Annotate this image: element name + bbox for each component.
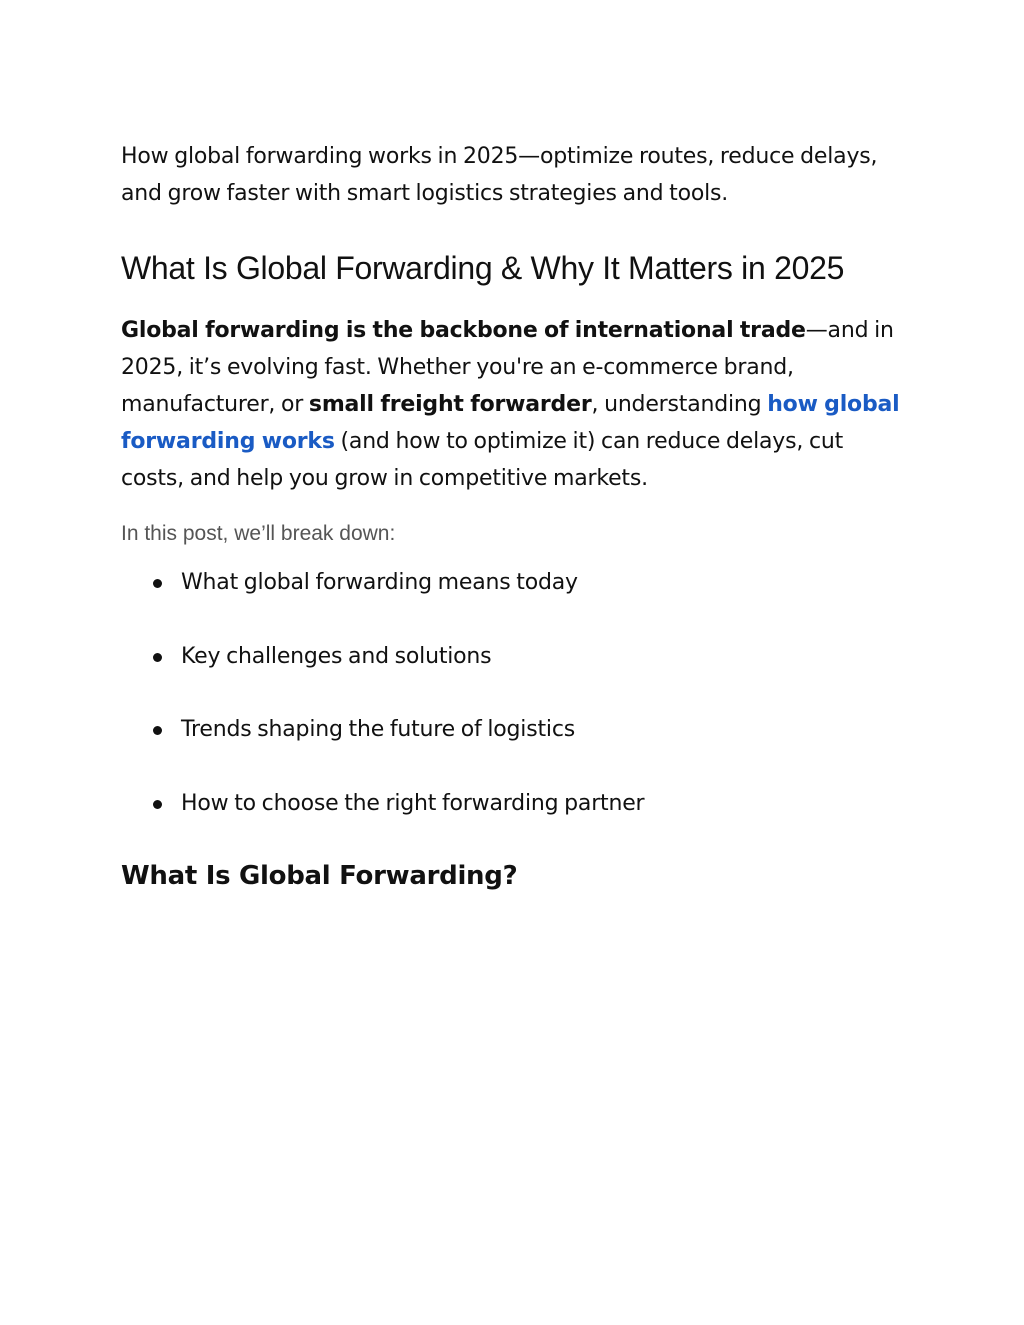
body-paragraph	[121, 312, 901, 497]
section-heading-why-it-matters: What Is Global Forwarding & Why It Matters in 2025	[121, 250, 845, 286]
bullet-icon	[153, 726, 162, 735]
breakdown-lead-in: In this post, we’ll break down:	[121, 522, 396, 545]
list-item	[121, 564, 901, 601]
how-global-forwarding-works-link[interactable]: how global forwarding works	[121, 392, 900, 454]
bold-lead-text: Global forwarding is the backbone of international trade	[121, 318, 806, 343]
list-item-label: Key challenges and solutions	[181, 643, 492, 669]
list-item	[121, 711, 901, 748]
paragraph-text-3: (and how to optimize it) can reduce delays, cut costs, and help you grow in competitive markets.	[121, 429, 844, 491]
list-item-label: How to choose the right forwarding partner	[181, 790, 645, 816]
paragraph-text-2: , understanding	[591, 392, 768, 417]
list-item-label: Trends shaping the future of logistics	[181, 717, 575, 742]
bullet-icon	[153, 653, 162, 662]
paragraph-text-1: —and in 2025, it’s evolving fast. Whether you're an e-commerce brand, manufacturer, or	[121, 318, 894, 417]
bullet-icon	[153, 800, 162, 809]
intro-paragraph: How global forwarding works in 2025—optimize routes, reduce delays, and grow faster with smart logistics strategies and tools.	[121, 144, 878, 206]
list-item	[121, 785, 901, 822]
bullet-icon	[153, 579, 162, 588]
section-heading-what-is: What Is Global Forwarding?	[121, 861, 518, 891]
list-item-label: What global forwarding means today	[181, 570, 578, 595]
document-page	[121, 138, 901, 894]
bold-freight-forwarder: small freight forwarder	[308, 392, 592, 417]
breakdown-list	[121, 564, 901, 822]
list-item	[121, 638, 901, 675]
